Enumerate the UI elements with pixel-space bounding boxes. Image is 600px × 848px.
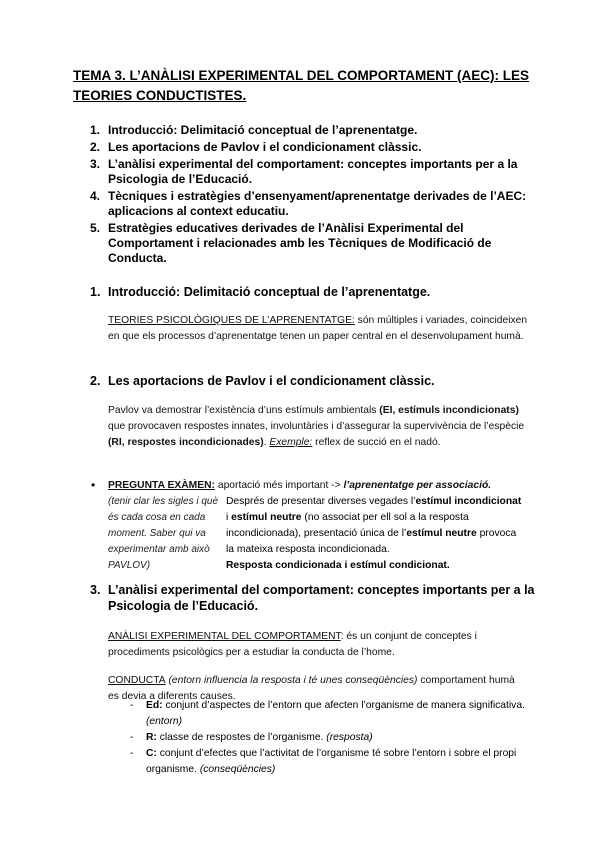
toc-number: 4. [90, 189, 101, 203]
item-label: Ed: [146, 700, 163, 711]
toc-number: 1. [90, 123, 101, 137]
toc-text: L’anàlisi experimental del comportament: conceptes importants per a la Psicologia de l’Educació. [108, 157, 518, 186]
emphasis: l’aprenentatge per associació. [343, 480, 492, 491]
text: reflex de succió en el nadó. [312, 437, 441, 448]
list-item: - C: conjunt d’efectes que l’activitat de l’organisme té sobre l’entorn i sobre el propi organisme. (conseqüències) [130, 748, 517, 775]
item-text: classe de respostes de l’organisme. [156, 732, 327, 743]
list-item: - Ed: conjunt d’aspectes de l’entorn que afecten l’organisme de manera significativa. (entorn) [130, 700, 525, 727]
toc-text: Introducció: Delimitació conceptual de l’aprenentatge. [108, 123, 418, 137]
document-title: TEMA 3. L’ANÀLISI EXPERIMENTAL DEL COMPORTAMENT (AEC): LES TEORIES CONDUCTISTES. [73, 68, 530, 103]
text: (no associat per ell sol a la resposta incondicionada), presentació única de l’ [226, 512, 469, 539]
toc-number: 3. [90, 157, 101, 171]
toc-item [90, 140, 530, 155]
section-title: L’anàlisi experimental del comportament: conceptes importants per a la Psicologia de l’Educació. [108, 583, 535, 613]
bold-text: estímul neutre [406, 528, 477, 539]
term: ANÀLISI EXPERIMENTAL DEL COMPORTAMENT [108, 631, 341, 642]
text: són múltiples i variades, coincideixen en que els processos d’aprenentatge tenen un paper central en el desenvolupament humà. [108, 315, 528, 342]
toc-number: 5. [90, 221, 101, 235]
bullet-icon: • [91, 478, 96, 492]
section-2-heading [90, 373, 535, 389]
item-label: R: [146, 732, 157, 743]
aec-definition [108, 629, 528, 661]
text: . [263, 437, 270, 448]
toc-item [90, 221, 530, 266]
list-item: - R: classe de respostes de l’organisme. (resposta) [130, 732, 373, 743]
bold-text: (RI, respostes incondicionades) [108, 437, 264, 448]
exam-explanation [226, 494, 526, 574]
example-label: Exemple: [269, 437, 313, 448]
side-note: (tenir clar les sigles i què és cada cosa en cada moment. Saber qui va experimentar amb això PAVLOV) [108, 496, 219, 571]
toc-item [90, 157, 530, 187]
section-3-heading [90, 582, 535, 614]
item-note: (resposta) [326, 732, 373, 743]
note: (entorn influencia la resposta i té unes conseqüències) [165, 675, 418, 686]
section-title: Introducció: Delimitació conceptual de l’aprenentatge. [108, 285, 431, 299]
text: i [226, 512, 232, 523]
toc-text: Tècniques i estratègies d’ensenyament/aprenentatge derivades de l’AEC: aplicacions al context educatiu. [108, 189, 527, 218]
section-number: 3. [90, 583, 101, 597]
item-note: (conseqüències) [199, 764, 276, 775]
text: comportament humà es devia a diferents causes. [108, 675, 515, 702]
bold-text: Resposta condicionada i estímul condicionat. [226, 560, 450, 571]
section-1-paragraph [108, 313, 528, 345]
text: provoca la mateixa resposta incondicionada. [226, 528, 517, 555]
section-title: Les aportacions de Pavlov i el condicionament clàssic. [108, 374, 435, 388]
term: TEORIES PSICOLÒGIQUES DE L’APRENENTATGE: [108, 315, 355, 326]
conducta-list [130, 698, 530, 778]
toc-item [90, 123, 530, 138]
toc-text: Les aportacions de Pavlov i el condicionament clàssic. [108, 140, 422, 154]
table-of-contents [90, 123, 530, 268]
text: Pavlov va demostrar l’existència d’uns estímuls ambientals [108, 405, 380, 416]
section-1-heading [90, 284, 535, 300]
exam-label: PREGUNTA EXÀMEN: [108, 480, 215, 491]
bold-text: (EI, estímuls incondicionats) [379, 405, 519, 416]
item-note: (entorn) [146, 716, 183, 727]
item-label: C: [146, 748, 157, 759]
term: CONDUCTA [108, 675, 166, 686]
bold-text: estímul neutre [231, 512, 302, 523]
toc-item [90, 189, 530, 219]
section-number: 2. [90, 374, 101, 388]
item-text: conjunt d’efectes que l’activitat de l’organisme té sobre l’entorn i sobre el propi organisme. [146, 748, 517, 775]
text: : és un conjunt de conceptes i procediments psicològics per a estudiar la conducta de l’home. [108, 631, 477, 658]
text: que provocaven respostes innates, involuntàries i d’assegurar la supervivència de l’espècie [108, 421, 525, 432]
section-number: 1. [90, 285, 101, 299]
item-text: conjunt d’aspectes de l’entorn que afecten l’organisme de manera significativa. [162, 700, 525, 711]
toc-text: Estratègies educatives derivades de l’Anàlisi Experimental del Comportament i relacionades amb les Tècniques de Modificació de Conducta. [108, 221, 492, 265]
section-2-paragraph [108, 403, 528, 451]
bold-text: estímul incondicionat [415, 496, 522, 507]
text: Després de presentar diverses vegades l’ [226, 496, 416, 507]
text: aportació més important -> [214, 480, 344, 491]
toc-number: 2. [90, 140, 101, 154]
exam-question [108, 478, 538, 494]
